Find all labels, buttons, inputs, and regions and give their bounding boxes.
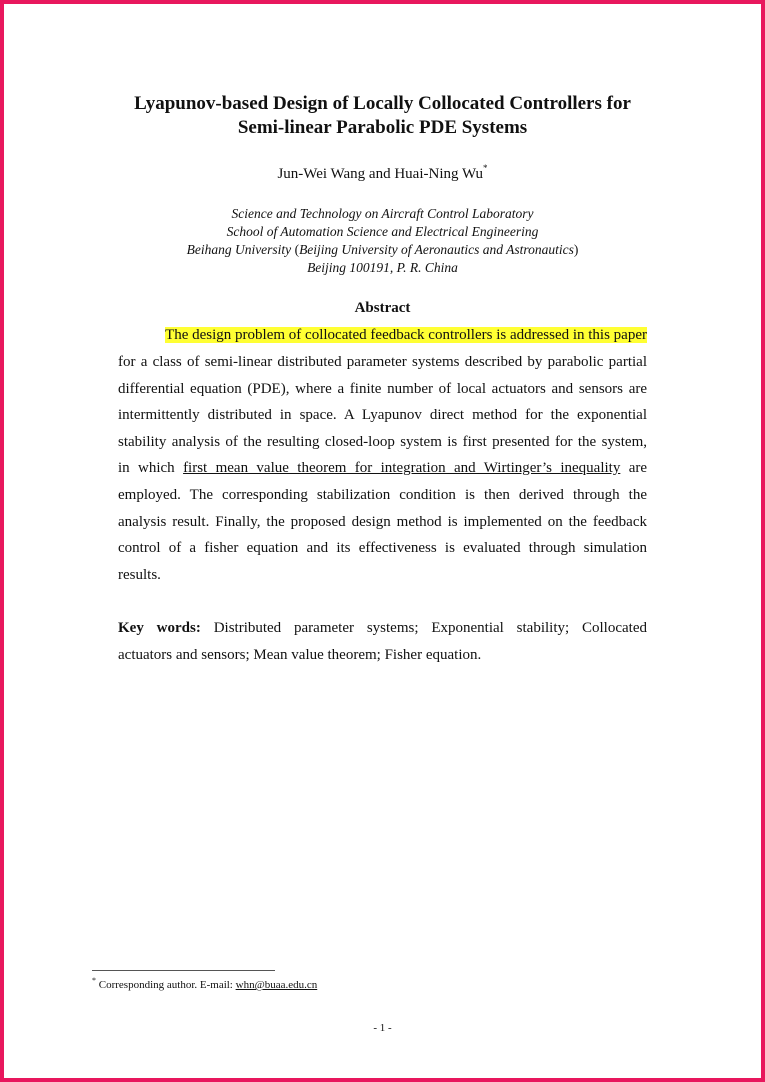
paper-title (0, 92, 765, 140)
keywords-line-2: actuators and sensors; Mean value theorem; Fisher equation. (118, 647, 482, 663)
abstract-line-6-start: in which (118, 460, 175, 476)
highlighted-sentence: The design problem of collocated feedback controllers is addressed in this paper (165, 327, 647, 343)
abstract-line-7: employed. The corresponding stabilization condition is then derived through the (118, 487, 647, 503)
affiliation-university-alt: Beijing University of Aeronautics and Astronautics (299, 242, 574, 257)
affiliation-university: Beihang University (186, 242, 292, 257)
abstract-line-5: stability analysis of the resulting closed-loop system is first presented for the system, (118, 434, 647, 450)
abstract-line-1 (118, 325, 647, 345)
abstract-line-4: intermittently distributed in space. A Lyapunov direct method for the exponential (118, 407, 647, 423)
author-names: Jun-Wei Wang and Huai-Ning Wu (277, 166, 484, 182)
keywords-list-1: Distributed parameter systems; Exponential stability; Collocated (213, 620, 647, 636)
title-line-1: Lyapunov-based Design of Locally Collocated Controllers for (134, 93, 631, 114)
affiliation-line-1: Science and Technology on Aircraft Control Laboratory (231, 206, 534, 221)
abstract-heading: Abstract (354, 300, 411, 316)
footnote-text: Corresponding author. E-mail: (98, 979, 233, 991)
affiliation-line-3 (0, 241, 765, 259)
affiliation-paren-open: ( (294, 242, 300, 257)
underlined-phrase: first mean value theorem for integration and Wirtinger’s inequality (183, 460, 621, 476)
footnote-marker: * (92, 976, 96, 985)
affiliation-line-4: Beijing 100191, P. R. China (307, 260, 458, 275)
abstract-line-8: analysis result. Finally, the proposed design method is implemented on the feedback (118, 514, 647, 530)
affiliation-line-2: School of Automation Science and Electrical Engineering (226, 224, 539, 239)
footnote-rule (92, 970, 275, 971)
abstract-line-6 (118, 458, 647, 478)
abstract-line-10: results. (118, 567, 161, 583)
keywords-line-1 (118, 618, 647, 638)
author-line (0, 163, 765, 183)
abstract-line-9: control of a fisher equation and its effectiveness is evaluated through simulation (118, 540, 647, 556)
keywords-label: Key words: (118, 620, 201, 636)
email-link[interactable]: whn@buaa.edu.cn (235, 979, 318, 991)
abstract-line-2: for a class of semi-linear distributed parameter systems described by parabolic partial (118, 354, 647, 370)
title-line-2: Semi-linear Parabolic PDE Systems (237, 117, 528, 138)
footnote (92, 976, 317, 991)
abstract-line-6-end: are (628, 460, 648, 476)
affiliation-paren-close: ) (573, 242, 579, 257)
page-number: - 1 - (373, 1022, 392, 1034)
affiliation-block (0, 205, 765, 277)
abstract-line-3: differential equation (PDE), where a finite number of local actuators and sensors are (118, 381, 647, 397)
corresponding-marker: * (483, 163, 488, 173)
